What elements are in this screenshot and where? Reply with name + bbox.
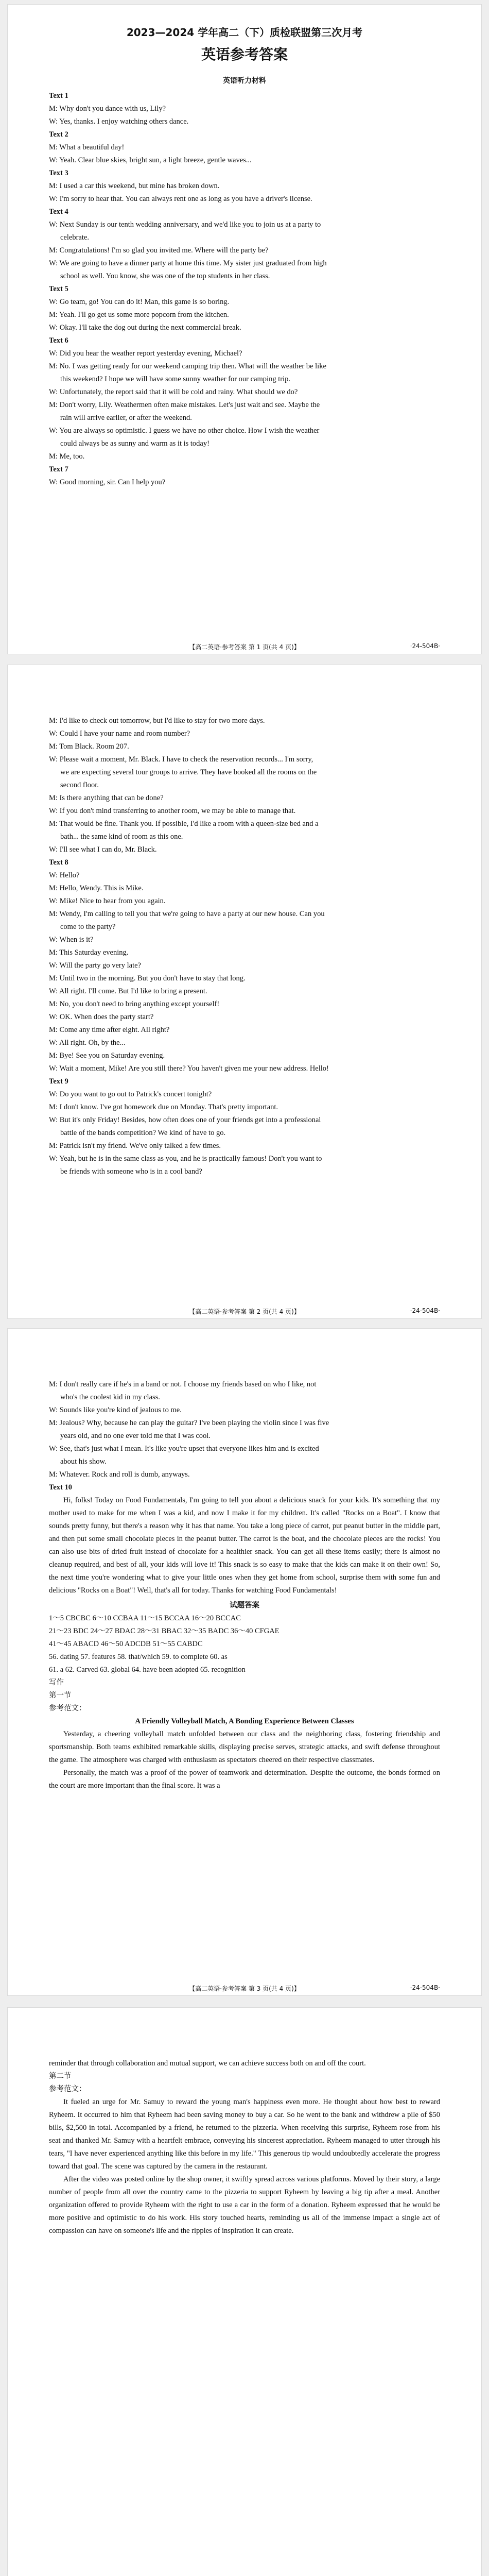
transcript-line: M: That would be fine. Thank you. If possible, I'd like a room with a queen-size bed and a	[49, 820, 319, 828]
transcript-line: M: Hello, Wendy. This is Mike.	[49, 884, 144, 892]
transcript-line: who's the coolest kid in my class.	[60, 1393, 160, 1401]
document-page-2	[7, 665, 482, 1319]
transcript-line: M: Me, too.	[49, 452, 85, 461]
section-heading: Text 2	[49, 130, 68, 139]
footer-page-label: 【高二英语·参考答案 第 3 页(共 4 页)】	[189, 1985, 300, 1992]
transcript-line: W: Yeah. Clear blue skies, bright sun, a light breeze, gentle waves...	[49, 156, 252, 164]
answer-row: 21～23 BDC 24～27 BDAC 28～31 BBAC 32～35 BADC 36～40 CFGAE	[49, 1627, 280, 1635]
transcript-line: W: If you don't mind transferring to another room, we may be able to manage that.	[49, 807, 296, 815]
transcript-line: M: Bye! See you on Saturday evening.	[49, 1052, 165, 1060]
transcript-line: W: Yes, thanks. I enjoy watching others dance.	[49, 117, 189, 126]
transcript-line: M: Congratulations! I'm so glad you invited me. Where will the party be?	[49, 246, 269, 255]
text10-monologue: Hi, folks! Today on Food Fundamentals, I'm going to tell you about a delicious snack for your kids. It's something that my mother used to make for me when I was a kid, and now I make it for my children. It's called "Rocks on a Boat". I know that sounds pretty funny, but there's a reason why it has that name. You take a long piece of carrot, put peanut butter in the middle part, and then put some small chocolate pieces in the peanut butter. The carrot is the boat, and the chocolate pieces are the rocks! You can also use bits of dried fruit instead of chocolate for a healthier snack. You can get all these items easily; there is almost no cleanup required, and best of all, your kids will love it! This snack is so easy to make that the kids can make it on their own! So, the next time you're wondering what to give your little ones when they get home from school, surprise them with some fun and delicious "Rocks on a Boat"! Well, that's all for today. Thanks for watching Food Fundamentals!	[49, 1496, 440, 1595]
transcript-line: W: I'm sorry to hear that. You can always rent one as long as you have a driver's license.	[49, 195, 312, 203]
essay1-title: A Friendly Volleyball Match, A Bonding Experience Between Classes	[135, 1717, 354, 1725]
transcript-line: could always be as sunny and warm as it is today!	[60, 439, 209, 448]
transcript-line: W: Yeah, but he is in the same class as you, and he is practically famous! Don't you want to	[49, 1155, 322, 1163]
essay1-paragraph-2a: Personally, the match was a proof of the power of teamwork and determination. Despite the outcome, the bonds formed on the court are more important than the final score. It was a	[49, 1769, 440, 1790]
transcript-line: M: No. I was getting ready for our weekend camping trip then. What will the weather be like	[49, 362, 326, 370]
section-heading: Text 7	[49, 465, 68, 473]
essay2-paragraph-1: It fueled an urge for Mr. Samuy to reward the young man's happiness even more. He thought about how best to reward Ryheem. It occurred to him that Ryheem had been saving money to buy a car. So he went to the bank and withdrew a pile of $50 bills, $2,500 in total. Accompanied by a friend, he returned to the pizzeria. When receiving this surprise, Ryheem rose from his seat and thanked Mr. Samuy with a heartfelt embrace, conveying his sincerest appreciation. Ryheem managed to utter through his tears, "I have never experienced anything like this before in my life." This generous tip would undoubtedly accelerate the progress toward that goal. The scene was captured by the camera in the restaurant.	[49, 2098, 440, 2171]
transcript-line: second floor.	[60, 781, 99, 789]
transcript-line: W: Good morning, sir. Can I help you?	[49, 478, 166, 486]
transcript-line: M: I used a car this weekend, but mine has broken down.	[49, 182, 220, 190]
transcript-line: M: What a beautiful day!	[49, 143, 125, 151]
answers-heading: 试题答案	[230, 1601, 259, 1609]
transcript-lines-page-3	[49, 1378, 440, 1494]
transcript-line: M: Tom Black. Room 207.	[49, 742, 129, 751]
transcript-lines-page-1	[49, 90, 440, 489]
answer-row: 61. a 62. Carved 63. global 64. have been adopted 65. recognition	[49, 1666, 246, 1674]
transcript-line: battle of the bands competition? We kind of have to go.	[60, 1129, 226, 1137]
transcript-line: W: Will the party go very late?	[49, 961, 141, 970]
transcript-line: W: All right. I'll come. But I'd like to bring a present.	[49, 987, 207, 995]
transcript-line: W: Okay. I'll take the dog out during the next commercial break.	[49, 324, 241, 332]
transcript-line: W: Next Sunday is our tenth wedding anniversary, and we'd like you to join us at a party to	[49, 221, 321, 229]
transcript-line: W: When is it?	[49, 936, 94, 944]
footer-code: ·24-504B·	[410, 1984, 440, 1991]
answer-row: 41～45 ABACD 46～50 ADCDB 51～55 CABDC	[49, 1640, 203, 1648]
part1-label: 第一节	[49, 1691, 72, 1700]
transcript-line: M: This Saturday evening.	[49, 948, 129, 957]
footer-code: ·24-504B·	[410, 1307, 440, 1314]
transcript-line: W: OK. When does the party start?	[49, 1013, 154, 1021]
transcript-line: M: Come any time after eight. All right?	[49, 1026, 170, 1034]
section-heading: Text 9	[49, 1077, 68, 1086]
transcript-line: W: We are going to have a dinner party at home this time. My sister just graduated from high	[49, 259, 327, 267]
transcript-line: W: Go team, go! You can do it! Man, this game is so boring.	[49, 298, 230, 306]
transcript-line: M: Until two in the morning. But you don't have to stay that long.	[49, 974, 246, 982]
document-page-1	[7, 4, 482, 654]
section-heading: Text 8	[49, 858, 68, 867]
transcript-line: M: Jealous? Why, because he can play the guitar? I've been playing the violin since I was five	[49, 1419, 329, 1427]
transcript-line: W: Did you hear the weather report yesterday evening, Michael?	[49, 349, 242, 358]
transcript-line: M: Whatever. Rock and roll is dumb, anyways.	[49, 1470, 190, 1479]
transcript-line: come to the party?	[60, 923, 116, 931]
transcript-lines-page-2	[49, 715, 440, 1178]
transcript-line: W: But it's only Friday! Besides, how often does one of your friends get into a professional	[49, 1116, 321, 1124]
transcript-line: celebrate.	[60, 233, 89, 242]
transcript-line: W: Wait a moment, Mike! Are you still there? You haven't given me your new address. Hello!	[49, 1064, 329, 1073]
transcript-line: about his show.	[60, 1458, 107, 1466]
section-heading: Text 4	[49, 208, 68, 216]
ref-essay-label-2: 参考范文：	[49, 2085, 86, 2093]
essay1-paragraph-2b: reminder that through collaboration and mutual support, we can achieve success both on and off the court.	[49, 2059, 366, 2067]
transcript-line: W: Sounds like you're kind of jealous to me.	[49, 1406, 182, 1414]
doc-subtitle: 英语参考答案	[201, 46, 288, 63]
document-page-3	[7, 1328, 482, 1996]
transcript-line: M: No, you don't need to bring anything except yourself!	[49, 1000, 220, 1008]
transcript-line: bath... the same kind of room as this one.	[60, 833, 183, 841]
transcript-line: M: I'd like to check out tomorrow, but I'd like to stay for two more days.	[49, 717, 265, 725]
footer-page-label: 【高二英语·参考答案 第 1 页(共 4 页)】	[189, 643, 300, 651]
transcript-line: W: See, that's just what I mean. It's like you're upset that everyone likes him and is excited	[49, 1445, 319, 1453]
part2-label: 第二节	[49, 2072, 72, 2080]
transcript-line: M: I don't really care if he's in a band or not. I choose my friends based on who I like, not	[49, 1380, 317, 1388]
transcript-line: W: All right. Oh, by the...	[49, 1039, 126, 1047]
transcript-line: W: Do you want to go out to Patrick's concert tonight?	[49, 1090, 212, 1098]
writing-label: 写作	[49, 1679, 64, 1687]
transcript-line: M: Yeah. I'll go get us some more popcorn from the kitchen.	[49, 311, 229, 319]
section-heading: Text 10	[49, 1483, 72, 1492]
transcript-line: M: I don't know. I've got homework due on Monday. That's pretty important.	[49, 1103, 278, 1111]
transcript-line: W: Please wait a moment, Mr. Black. I have to check the reservation records... I'm sorry,	[49, 755, 313, 764]
ref-essay-label-1: 参考范文：	[49, 1704, 86, 1713]
section-heading: Text 1	[49, 92, 68, 100]
transcript-line: M: Patrick isn't my friend. We've only talked a few times.	[49, 1142, 221, 1150]
transcript-line: years old, and no one ever told me that I was cool.	[60, 1432, 211, 1440]
transcript-line: W: Unfortunately, the report said that it will be cold and rainy. What should we do?	[49, 388, 298, 396]
transcript-line: W: Mike! Nice to hear from you again.	[49, 897, 166, 905]
answer-key	[49, 1612, 440, 1676]
essay1-paragraph-1: Yesterday, a cheering volleyball match unfolded between our class and the neighboring class, fostering friendship and sportsmanship. Both teams exhibited remarkable skills, displaying precise serves, strategic attacks, and swift defense throughout the game. The atmosphere was charged with enthusiasm as spectators cheered on their respective classmates.	[49, 1730, 440, 1764]
transcript-line: school as well. You know, she was one of the top students in her class.	[60, 272, 270, 280]
transcript-line: M: Why don't you dance with us, Lily?	[49, 105, 166, 113]
section-heading: Text 5	[49, 285, 68, 293]
section-heading: Text 6	[49, 336, 68, 345]
transcript-line: this weekend? I hope we will have some sunny weather for our camping trip.	[60, 375, 290, 383]
answer-row: 1～5 CBCBC 6～10 CCBAA 11～15 BCCAA 16～20 BCCAC	[49, 1614, 241, 1622]
transcript-line: W: You are always so optimistic. I guess we have no other choice. How I wish the weather	[49, 427, 320, 435]
transcript-line: rain will arrive earlier, or after the weekend.	[60, 414, 192, 422]
footer-code: ·24-504B·	[410, 642, 440, 650]
transcript-line: M: Is there anything that can be done?	[49, 794, 164, 802]
transcript-line: we are expecting several tour groups to arrive. They have booked all the rooms on the	[60, 768, 317, 776]
document-page-4	[7, 2007, 482, 2576]
essay2-paragraph-2: After the video was posted online by the shop owner, it swiftly spread across various platforms. Moved by their story, a large number of people from all over the country came to the pizzeria to support Ryheem by leaving a big tip after a meal. Another organization offered to provide Ryheem with the right to use a car in the form of a donation. Ryheem expressed that he would be more positive and optimistic to do his work. His story touched hearts, reminding us all of the immense impact a single act of compassion can have on someone's life and the ripples of inspiration it can create.	[49, 2175, 440, 2235]
transcript-line: M: Don't worry, Lily. Weathermen often make mistakes. Let's just wait and see. Maybe the	[49, 401, 320, 409]
transcript-line: be friends with someone who is in a cool band?	[60, 1167, 202, 1176]
transcript-line: W: Could I have your name and room number?	[49, 730, 190, 738]
transcript-line: M: Wendy, I'm calling to tell you that we're going to have a party at our new house. Can you	[49, 910, 325, 918]
listening-label: 英语听力材料	[223, 77, 266, 85]
footer-page-label: 【高二英语·参考答案 第 2 页(共 4 页)】	[189, 1308, 300, 1315]
answer-row: 56. dating 57. features 58. that/which 59. to complete 60. as	[49, 1653, 228, 1661]
doc-title: 2023—2024 学年高二（下）质检联盟第三次月考	[126, 26, 363, 39]
transcript-line: W: Hello?	[49, 871, 80, 879]
section-heading: Text 3	[49, 169, 68, 177]
transcript-line: W: I'll see what I can do, Mr. Black.	[49, 845, 157, 854]
